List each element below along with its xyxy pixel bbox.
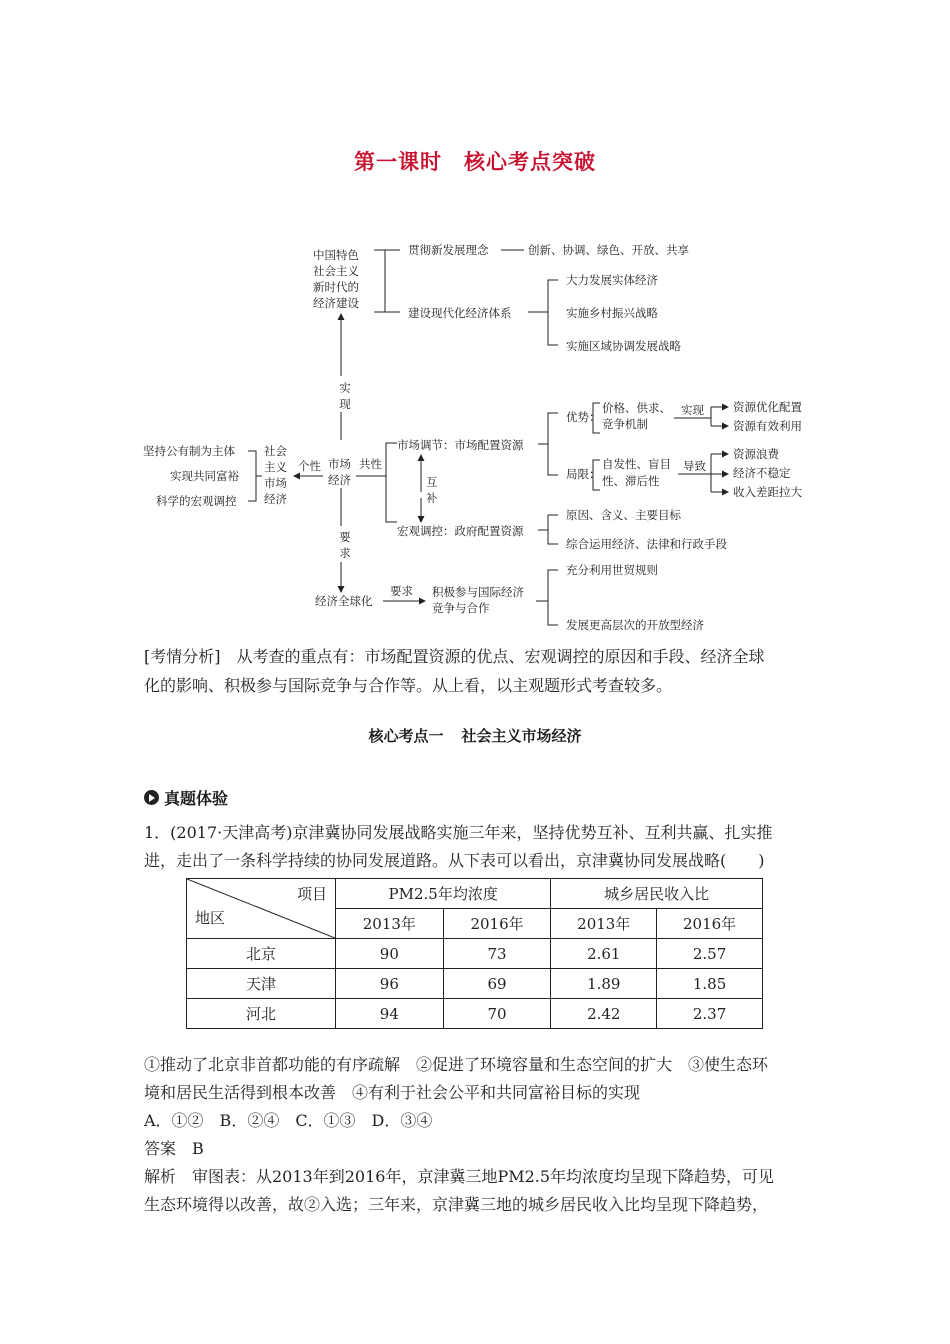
realize-char-1: 实: [339, 381, 351, 395]
data-table: [186, 878, 763, 1029]
socialist-line-4: 经济: [264, 492, 287, 506]
limit-result-3: 收入差距拉大: [733, 485, 802, 499]
modern-item-2: 实施乡村振兴战略: [566, 306, 658, 320]
corner-bottom-label: 地区: [195, 909, 226, 927]
top-box-line-1: 中国特色: [313, 248, 359, 262]
value-cell: 69: [443, 969, 551, 999]
value-cell: 2.61: [551, 939, 657, 969]
year-header: 2016年: [443, 909, 551, 939]
question-line-2: 进，走出了一条科学持续的协同发展道路。从下表可以看出，京津冀协同发展战略( ): [144, 851, 765, 870]
limit-label: 局限：: [566, 467, 601, 481]
explanation-line-2: 生态环境得以改善，故②入选；三年来，京津冀三地的城乡居民收入比均呈现下降趋势，: [144, 1195, 769, 1214]
value-cell: 1.85: [657, 969, 763, 999]
socialist-line-3: 市场: [264, 476, 287, 490]
analysis-line-2: 化的影响、积极参与国际竞争与合作等。从上看，以主观题形式考查较多。: [144, 676, 673, 695]
question-line-1: 1．(2017·天津高考)京津冀协同发展战略实施三年来，坚持优势互补、互利共赢、扎实推: [144, 823, 773, 842]
macro-item-2: 综合运用经济、法律和行政手段: [566, 537, 727, 551]
value-cell: 1.89: [551, 969, 657, 999]
left-item-macro: 科学的宏观调控: [156, 494, 237, 508]
value-cell: 96: [336, 969, 444, 999]
explanation-line-1: 解析 审图表：从2013年到2016年，京津冀三地PM2.5年均浓度均呈现下降趋势，可见: [144, 1167, 775, 1186]
table-row: [187, 939, 763, 969]
modern-item-1: 大力发展实体经济: [566, 273, 658, 287]
branch-new-concept: 贯彻新发展理念: [408, 243, 489, 257]
section-title: 核心考点一 社会主义市场经济: [368, 727, 582, 745]
individuality-label: 个性: [298, 459, 321, 473]
market-line-1: 市场: [328, 457, 351, 471]
advantage-arrow-label: 实现: [681, 403, 704, 417]
participate-line-2: 竞争与合作: [432, 601, 490, 615]
corner-top-label: 项目: [296, 885, 327, 903]
value-cell: 2.37: [657, 999, 763, 1029]
realize-char-2: 现: [339, 397, 351, 411]
value-cell: 94: [336, 999, 444, 1029]
region-cell: 北京: [187, 939, 336, 969]
left-item-public: 坚持公有制为主体: [143, 444, 235, 458]
page-title: 第一课时 核心考点突破: [354, 150, 596, 174]
macro-item-1: 原因、含义、主要目标: [566, 508, 681, 522]
value-cell: 73: [443, 939, 551, 969]
analysis-label: [考情分析]: [144, 647, 221, 666]
commonality-label: 共性: [359, 457, 382, 471]
participate-item-2: 发展更高层次的开放型经济: [566, 618, 704, 632]
value-cell: 70: [443, 999, 551, 1029]
limit-result-1: 资源浪费: [733, 447, 779, 461]
left-item-prosperity: 实现共同富裕: [170, 469, 239, 483]
limit-arrow-label: 导致: [683, 459, 706, 473]
value-cell: 90: [336, 939, 444, 969]
advantage-label: 优势：: [566, 410, 601, 424]
group-header-pm25: PM2.5年均浓度: [336, 879, 551, 909]
globalization-arrow-label: 要求: [390, 584, 413, 598]
market-line-2: 经济: [328, 473, 351, 487]
branch-modern-economy: 建设现代化经济体系: [408, 306, 512, 320]
socialist-line-1: 社会: [264, 444, 287, 458]
group-header-income: 城乡居民收入比: [551, 879, 763, 909]
value-cell: 2.42: [551, 999, 657, 1029]
limit-content-1: 自发性、盲目: [602, 457, 671, 471]
limit-result-2: 经济不稳定: [733, 466, 791, 480]
analysis-line-1: [考情分析] 从考查的重点有：市场配置资源的优点、宏观调控的原因和手段、经济全球: [144, 647, 765, 666]
play-circle-icon: [144, 790, 159, 805]
value-cell: 2.57: [657, 939, 763, 969]
advantage-content-2: 竞争机制: [602, 417, 648, 431]
require-char-2: 求: [339, 546, 351, 560]
modern-item-3: 实施区域协调发展战略: [566, 339, 681, 353]
participate-line-1: 积极参与国际经济: [432, 585, 524, 599]
table-row: [187, 999, 763, 1029]
limit-content-2: 性、滞后性: [602, 474, 660, 488]
answer-choices: A．①② B．②④ C．①③ D．③④: [144, 1111, 433, 1130]
year-header: 2013年: [551, 909, 657, 939]
advantage-result-2: 资源有效利用: [733, 419, 802, 433]
region-cell: 河北: [187, 999, 336, 1029]
table-corner-cell: [187, 879, 336, 939]
region-cell: 天津: [187, 969, 336, 999]
year-header: 2016年: [657, 909, 763, 939]
market-regulation: 市场调节：市场配置资源: [397, 438, 524, 452]
top-box-line-2: 社会主义: [313, 264, 359, 278]
socialist-line-2: 主义: [264, 460, 287, 474]
participate-item-1: 充分利用世贸规则: [566, 563, 658, 577]
table-row: [187, 969, 763, 999]
globalization-label: 经济全球化: [315, 594, 373, 608]
top-box-line-4: 经济建设: [313, 296, 359, 310]
statements-line-1: ①推动了北京非首都功能的有序疏解 ②促进了环境容量和生态空间的扩大 ③使生态环: [144, 1055, 769, 1074]
advantage-content-1: 价格、供求、: [602, 401, 671, 415]
subsection-heading: 真题体验: [144, 786, 228, 809]
advantage-result-1: 资源优化配置: [733, 400, 802, 414]
complement-char-2: 补: [426, 491, 438, 505]
macro-regulation: 宏观调控：政府配置资源: [397, 524, 524, 538]
require-char-1: 要: [339, 530, 351, 544]
complement-char-1: 互: [426, 475, 438, 489]
knowledge-mind-map: [0, 230, 950, 640]
new-concept-leaf: 创新、协调、绿色、开放、共享: [528, 243, 689, 257]
year-header: 2013年: [336, 909, 444, 939]
top-box-line-3: 新时代的: [313, 280, 359, 294]
statements-line-2: 境和居民生活得到根本改善 ④有利于社会公平和共同富裕目标的实现: [144, 1083, 641, 1102]
answer-line: 答案 B: [144, 1139, 204, 1158]
